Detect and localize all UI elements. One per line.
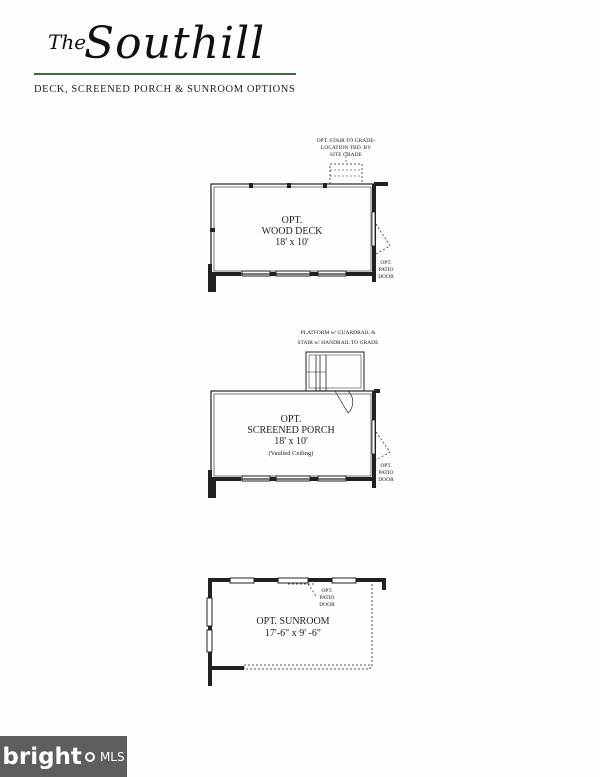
deck-stair-note-line2: LOCATION TBD. BY	[320, 145, 372, 151]
porch-door-line1: OPT.	[380, 463, 392, 469]
deck-door-line1: OPT.	[380, 260, 392, 266]
deck-size: 18' x 10'	[275, 237, 309, 248]
porch-title-line2: SCREENED PORCH	[247, 425, 335, 436]
watermark-suffix: MLS	[99, 749, 125, 764]
deck-door-line2: PATIO	[378, 267, 394, 273]
watermark-text: bright	[2, 743, 82, 770]
porch-ceiling: (Vaulted Ceiling)	[268, 450, 314, 457]
porch-note-line2: STAIR w/ HANDRAIL TO GRADE	[297, 340, 379, 346]
deck-door-line3: DOOR	[378, 274, 394, 280]
porch-door-line2: PATIO	[378, 470, 394, 476]
deck-title-line1: OPT.	[281, 215, 303, 226]
page-subtitle: DECK, SCREENED PORCH & SUNROOM OPTIONS	[34, 84, 296, 95]
porch-door-line3: DOOR	[378, 477, 394, 483]
porch-size: 18' x 10'	[274, 436, 308, 447]
porch-note-line1: PLATFORM w/ GUARDRAIL &	[300, 330, 376, 336]
watermark-dot-icon	[85, 752, 95, 762]
brand-the: The	[48, 30, 87, 54]
brightmls-watermark	[0, 736, 127, 777]
sunroom-door-line1: OPT.	[321, 588, 333, 594]
sunroom-door-line3: DOOR	[319, 602, 335, 608]
deck-stair-note-line1: OPT. STAIR TO GRADE-	[316, 138, 376, 144]
deck-title-line2: WOOD DECK	[261, 226, 323, 237]
porch-title-line1: OPT.	[280, 414, 302, 425]
sunroom-title: OPT. SUNROOM	[256, 616, 330, 627]
brand-name: Southill	[84, 18, 266, 69]
deck-stair-note-line3: SITE GRADE	[330, 152, 362, 158]
sunroom-door-line2: PATIO	[319, 595, 335, 601]
sunroom-size: 17'-6" x 9' -6"	[265, 628, 321, 639]
